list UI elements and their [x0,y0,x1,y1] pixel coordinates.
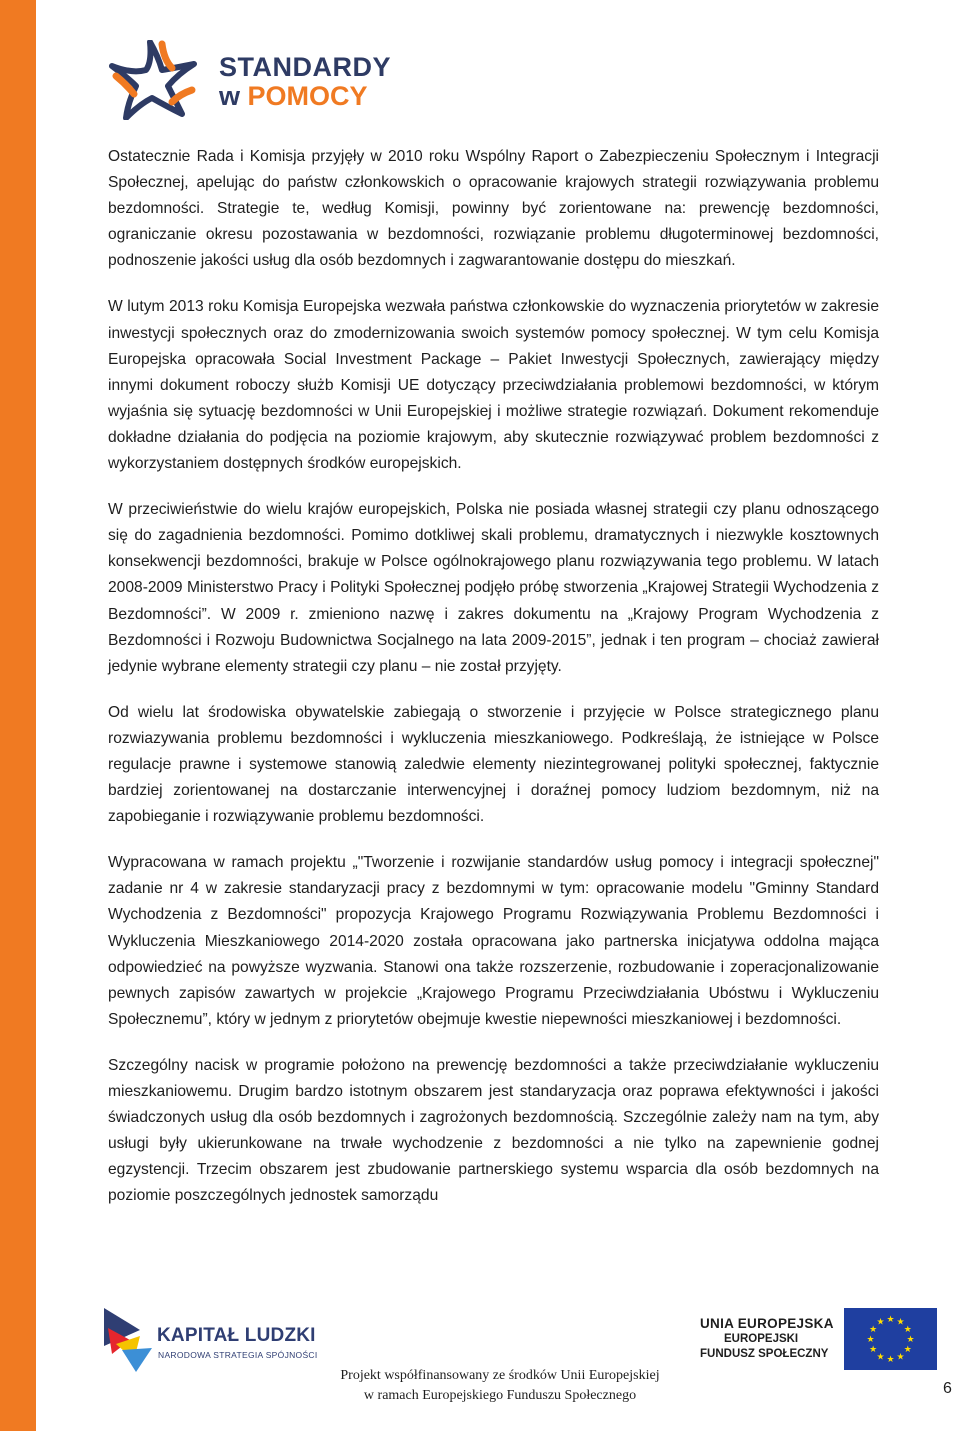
eu-star-icon: ★ [896,1316,905,1327]
eu-star-icon: ★ [869,1324,878,1334]
page-number: 6 [943,1380,952,1397]
ue-line1: UNIA EUROPEJSKA [700,1316,834,1331]
paragraph: Ostatecznie Rada i Komisja przyjęły w 2010 roku Wspólny Raport o Zabezpieczeniu Społecznym i Integracji Społecznej, apelując do państw członkowskich o opracowanie krajowych strategii rozwiązywania problemu bezdomności. Strategie te, według Komisji, powinny być zorientowane na: prewencję bezdomności, ograniczanie okresu pozostawania w bezdomności, rozwiązanie problemu długoterminowej bezdomności, podnoszenie jakości usług dla osób bezdomnych i zagwarantowanie dostępu do mieszkań. [108,148,879,270]
star-logo-icon [104,40,214,120]
eu-star-icon: ★ [876,1351,885,1362]
eu-star-icon: ★ [876,1316,885,1327]
paragraph: W lutym 2013 roku Komisja Europejska wezwała państwa członkowskie do wyznaczenia priorytetów w zakresie inwestycji społecznych oraz do zmodernizowania swoich systemów pomocy społecznej. W tym celu Komisja Europejska opracowała Social Investment Package – Pakiet Inwestycji Społecznych, zawierający między innymi dokument roboczy służb Komisji UE dotyczący przeciwdziałania problemowi bezdomności, w którym wyjaśnia się sytuację bezdomności w Unii Europejskiej i możliwe strategie rozwiązań. Dokument rekomenduje dokładne działania do podjęcia na poziomie krajowym, aby skutecznie rozwiązywać problem bezdomności z wykorzystaniem dostępnych środków europejskich. [108,298,879,473]
eu-star-icon: ★ [903,1344,912,1354]
document-body [108,144,879,1229]
left-accent-bar [0,0,36,1431]
paragraph: Od wielu lat środowiska obywatelskie zabiegają o stworzenie i przyjęcie w Polsce strategicznego planu rozwiazywania problemu bezdomności i wykluczenia mieszkaniowego. Podkreślają, że istniejące w Polsce regulacje prawne i systemowe stanowią zaledwie elementy niezintegrowanej polityki społecznej, faktycznie bardziej zorientowanej na dostarczanie interwencyjnej i doraźnej pomocy ludziom bezdomnym, niż na zapobieganie i rozwiązywanie problemu bezdomności. [108,703,879,826]
eu-flag-icon [844,1308,937,1370]
eu-star-icon: ★ [869,1344,878,1354]
logo-line2-w: w [219,81,241,111]
eu-star-icon: ★ [896,1351,905,1362]
kapital-ludzki-subtitle: NARODOWA STRATEGIA SPÓJNOŚCI [158,1350,318,1360]
kapital-ludzki-logo [100,1300,330,1380]
eu-star-icon: ★ [886,1314,895,1324]
logo-line1: STANDARDY [219,52,391,82]
paragraph: Szczególny nacisk w programie położono na prewencję bezdomności a także przeciwdziałanie wykluczeniu mieszkaniowemu. Drugim bardzo istotnym obszarem jest standaryzacja oraz poprawa efektywności i jakości świadczonych usług dla osób bezdomnych i zagrożonych bezdomnością. Szczególnie zależy nam na tym, aby usługi były ukierunkowane na trwałe wychodzenie z bezdomności a nie tylko na zapewnienie godnej egzystencji. Trzecim obszarem jest zbudowanie partnerskiego systemu wsparcia dla osób bezdomnych na poziomie poszczególnych jednostek samorządu [108,1056,879,1205]
eu-star-icon: ★ [866,1334,875,1344]
ue-line2: EUROPEJSKI [724,1333,799,1345]
eu-social-fund-logo [684,1300,944,1370]
paragraph: W przeciwieństwie do wielu krajów europejskich, Polska nie posiada własnej strategii czy planu odnoszącego się do zagadnienia bezdomności. Pomimo dotkliwej skali problemu, dramatycznych i niezwykle kosztownych konsekwencji bezdomności, brakuje w Polsce ogólnokrajowego planu rozwiązywania tego problemu. W latach 2008-2009 Ministerstwo Pracy i Polityki Społecznej podjęło próbę stworzenia „Krajowej Strategii Wychodzenia z Bezdomności”. W 2009 r. zmieniono nazwę i zakres dokumentu na „Krajowy Program Wychodzenia z Bezdomności i Rozwoju Budownictwa Socjalnego na lata 2009-2015”, jednak i ten program – chociaż zawierał jedynie wybrane elementy strategii czy planu – nie został przyjęty. [108,501,879,675]
cofinancing-note [300,1366,700,1406]
eu-star-icon: ★ [886,1354,895,1364]
ue-line3: FUNDUSZ SPOŁECZNY [700,1348,829,1360]
logo-line2-pomocy: POMOCY [247,81,368,111]
cofinancing-line1: Projekt współfinansowany ze środków Unii Europejskiej [340,1368,660,1383]
cofinancing-line2: w ramach Europejskiego Funduszu Społecznego [363,1388,637,1403]
eu-star-icon: ★ [906,1334,915,1344]
standardy-w-pomocy-logo [104,40,394,115]
logo-line2 [219,81,368,111]
eu-star-icon: ★ [903,1324,912,1334]
kapital-ludzki-emblem-icon [100,1300,156,1380]
paragraph: Wypracowana w ramach projektu „"Tworzenie i rozwijanie standardów usług pomocy i integracji społecznej" zadanie nr 4 w zakresie standaryzacji pracy z bezdomnymi w tym: opracowanie modelu "Gminny Standard Wychodzenia z Bezdomności" propozycja Krajowego Programu Rozwiązywania Problemu Bezdomności i Wykluczenia Mieszkaniowego 2014-2020 została opracowana jako partnerska inicjatywa oddolna mająca odpowiedzieć na powyższe wyzwania. Stanowi ona także rozszerzenie, rozbudowanie i zoperacjonalizowanie pewnych zapisów zawartych w projekcie „Krajowego Programu Przeciwdziałania Ubóstwu i Wykluczeniu Społecznemu”, który w jednym z priorytetów obejmuje kwestie niepewności mieszkaniowej i bezdomności. [108,854,879,1028]
kapital-ludzki-title: KAPITAŁ LUDZKI [157,1325,316,1346]
